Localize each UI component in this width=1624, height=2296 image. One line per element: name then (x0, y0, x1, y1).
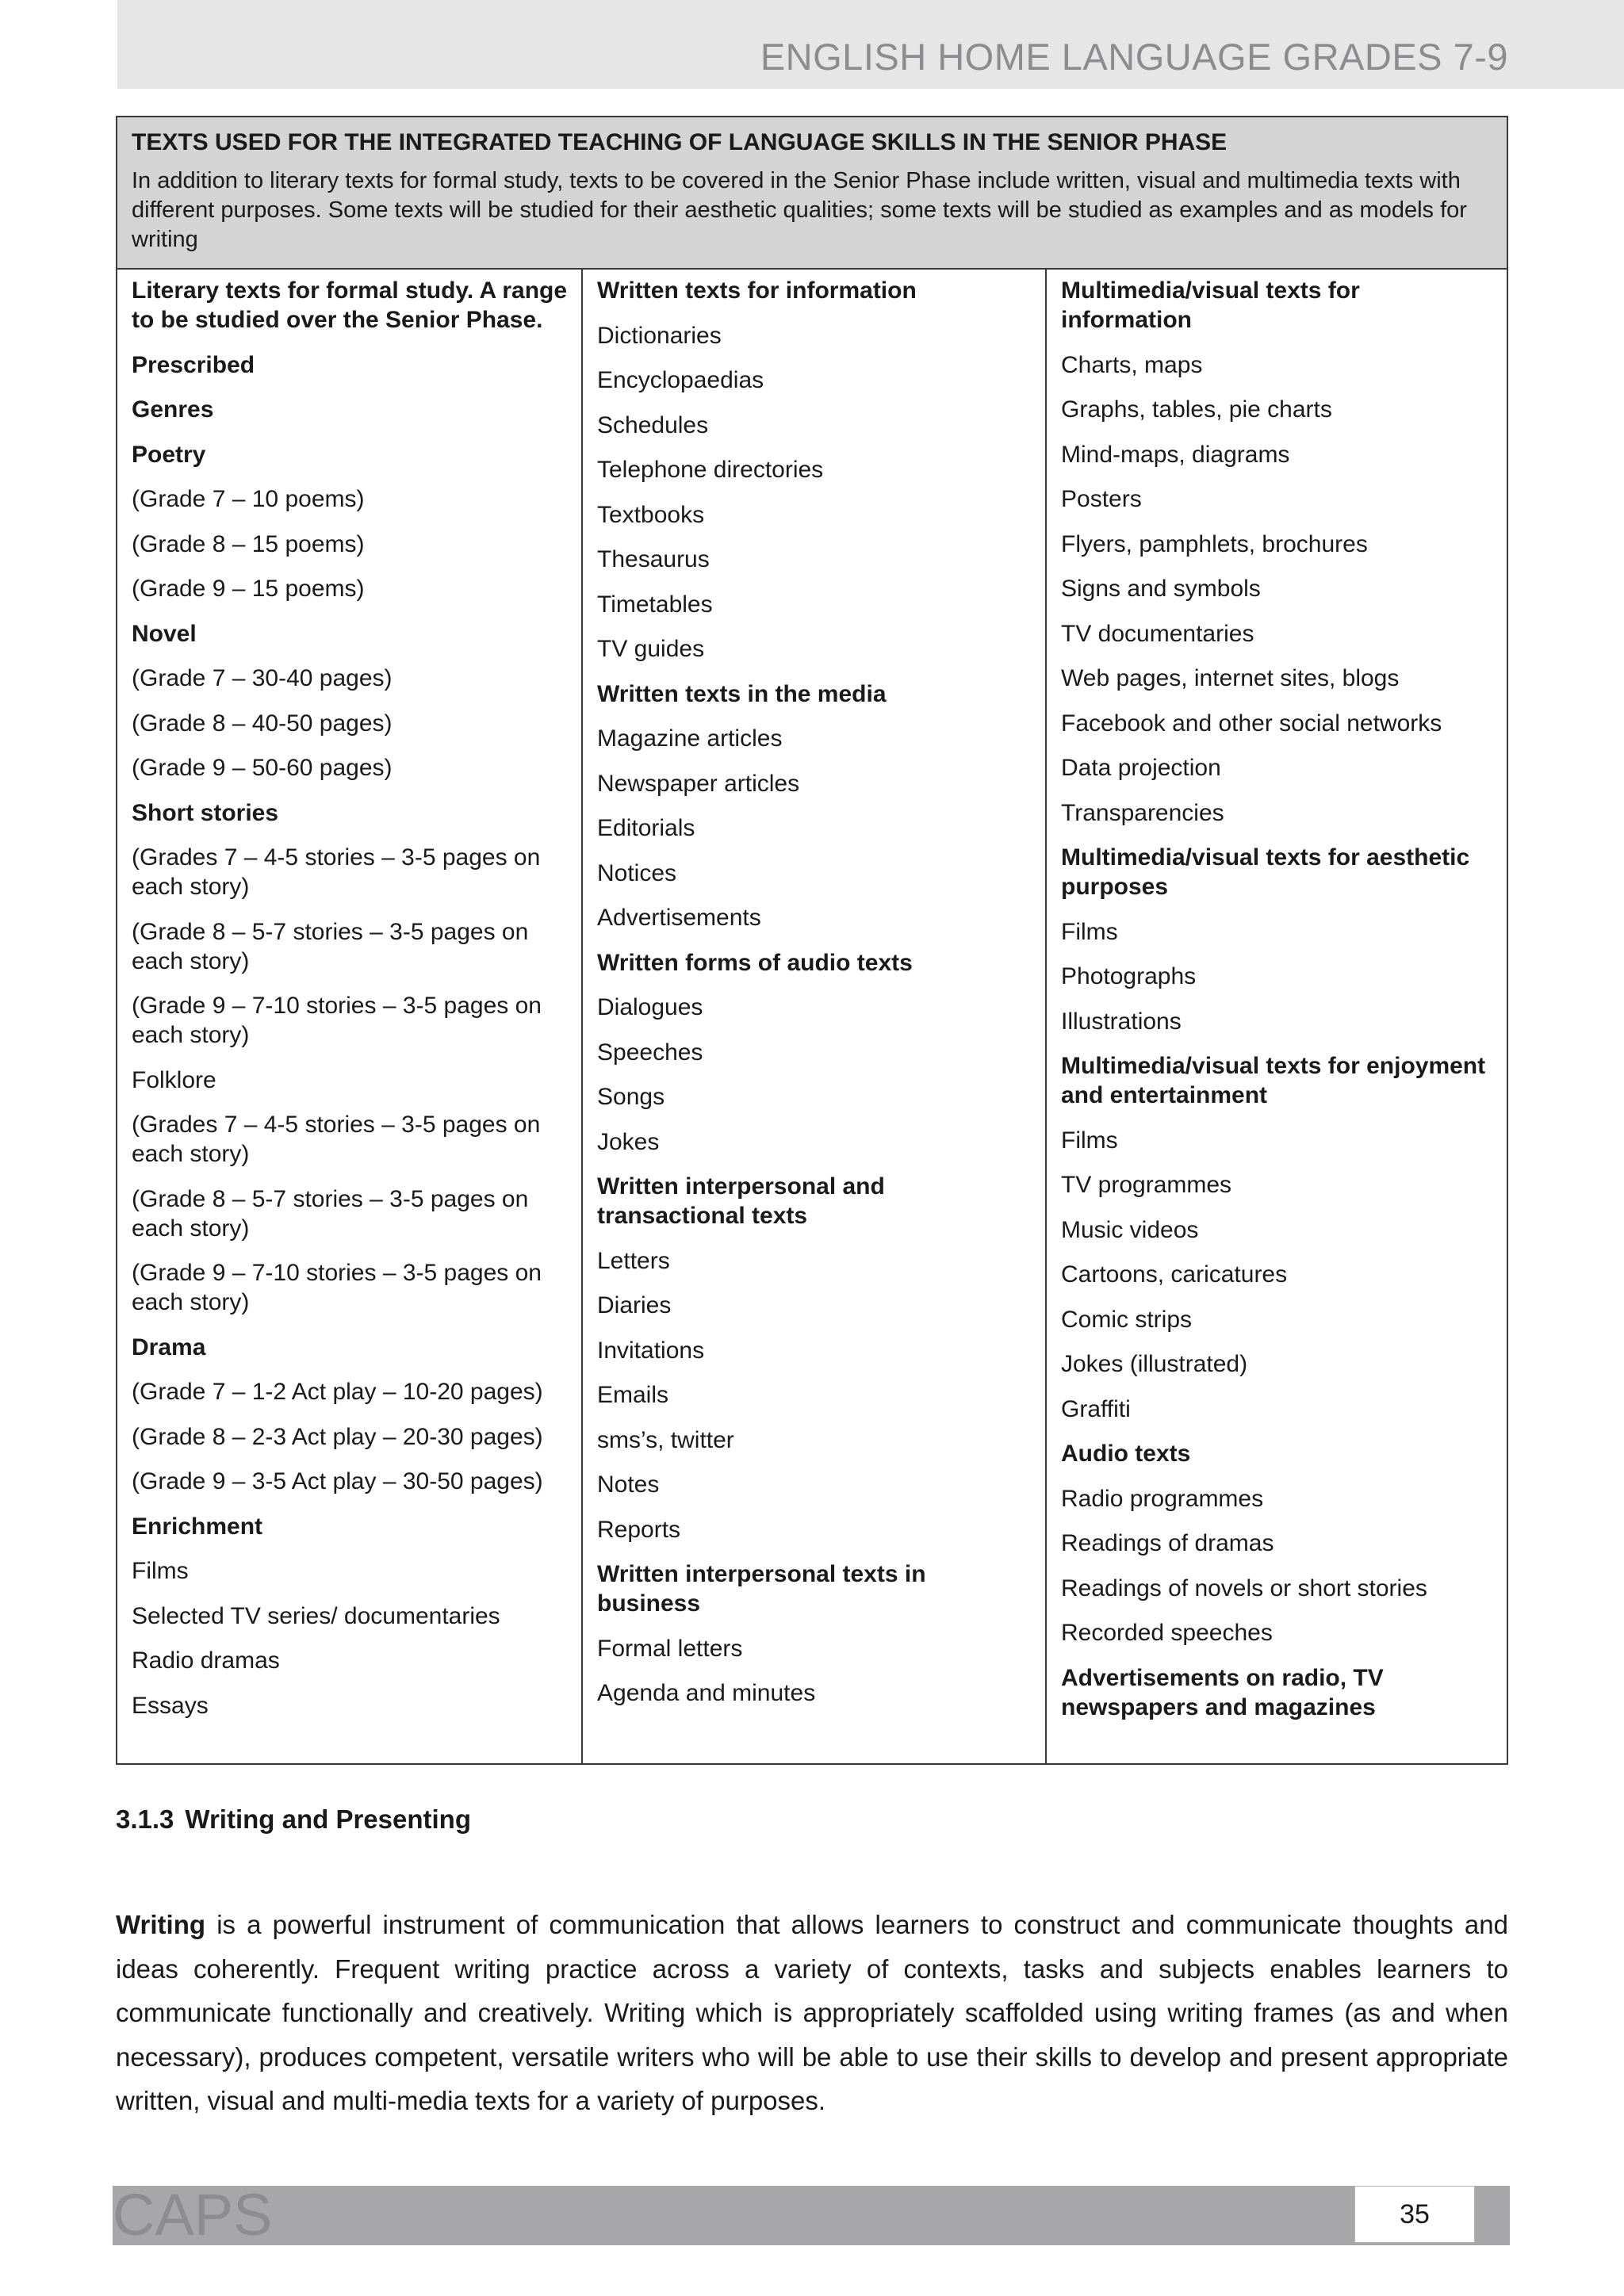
table-subheading: Multimedia/visual texts for aesthetic purposes (1061, 844, 1470, 900)
paragraph-body: is a powerful instrument of communication that allows learners to construct and communicate thoughts and ideas coherently. Frequent writing practice across a variety of contexts, tasks and subjects enables learners to communicate functionally and creatively. Writing which is appropriately scaffolded using writing frames (as and when necessary), produces competent, versatile writers who will be able to use their skills to develop and present appropriate written, visual and multi-media texts for a variety of purposes. (116, 1910, 1508, 2115)
table-list-item: Folklore (132, 1066, 216, 1093)
table-subheading: Short stories (132, 799, 279, 826)
footer-brand: CAPS (113, 2182, 273, 2248)
table-list-item: Thesaurus (597, 546, 710, 572)
table-subheading: Novel (132, 620, 197, 647)
table-subheading: Enrichment (132, 1513, 263, 1540)
table-list-item: Graffiti (1061, 1395, 1131, 1422)
page-number: 35 (1354, 2186, 1475, 2243)
table-list-item: (Grade 7 – 30-40 pages) (132, 665, 393, 691)
table-list-item: sms’s, twitter (597, 1426, 734, 1453)
table-list-item: Schedules (597, 411, 709, 438)
table-list-item: Dictionaries (597, 322, 722, 349)
table-subheading: Literary texts for formal study. A range to be studied over the Senior Phase. (132, 277, 568, 333)
table-list-item: Posters (1061, 486, 1142, 512)
table-list-item: Music videos (1061, 1216, 1199, 1243)
table-list-item: Textbooks (597, 501, 705, 528)
table-list-item: (Grade 9 – 7-10 stories – 3-5 pages on each story) (132, 1260, 542, 1315)
table-list-item: Films (1061, 918, 1118, 945)
table-list-item: Photographs (1061, 963, 1197, 989)
table-list-item: Agenda and minutes (597, 1680, 816, 1706)
table-body (117, 270, 1507, 1763)
table-title: TEXTS USED FOR THE INTEGRATED TEACHING OF LANGUAGE SKILLS IN THE SENIOR PHASE (132, 129, 1228, 155)
table-list-item: Radio programmes (1061, 1485, 1264, 1512)
table-subheading: Multimedia/visual texts for enjoyment and entertainment (1061, 1053, 1486, 1108)
table-list-item: Newspaper articles (597, 770, 800, 797)
section-number: 3.1.3 (116, 1804, 174, 1834)
paragraph-lead: Writing (116, 1910, 206, 1939)
table-list-item: (Grade 8 – 2-3 Act play – 20-30 pages) (132, 1423, 543, 1450)
written-texts-column (581, 270, 1045, 1763)
table-list-item: Notices (597, 859, 677, 886)
table-list-item: Readings of novels or short stories (1061, 1575, 1427, 1601)
table-subheading: Prescribed (132, 351, 255, 378)
table-list-item: Diaries (597, 1292, 672, 1318)
section-heading (116, 1804, 471, 1835)
table-list-item: TV documentaries (1061, 620, 1254, 647)
table-list-item: Radio dramas (132, 1647, 280, 1674)
table-list-item: Reports (597, 1516, 681, 1543)
table-list-item: (Grade 8 – 5-7 stories – 3-5 pages on each story) (132, 1185, 529, 1242)
table-list-item: (Grade 9 – 15 poems) (132, 576, 365, 602)
table-header (117, 117, 1507, 270)
table-list-item: Speeches (597, 1039, 703, 1066)
table-subheading: Audio texts (1061, 1441, 1191, 1467)
table-list-item: Jokes (illustrated) (1061, 1351, 1248, 1377)
table-list-item: Mind-maps, diagrams (1061, 441, 1290, 468)
table-subheading: Poetry (132, 441, 206, 468)
table-subheading: Advertisements on radio, TV newspapers and magazines (1061, 1664, 1384, 1720)
table-list-item: TV guides (597, 636, 705, 662)
table-subheading: Written texts for information (597, 277, 917, 304)
table-list-item: Timetables (597, 591, 713, 618)
table-list-item: Selected TV series/ documentaries (132, 1602, 500, 1629)
table-list-item: Telephone directories (597, 457, 824, 483)
table-list-item: Magazine articles (597, 725, 783, 752)
table-list-item: Comic strips (1061, 1306, 1193, 1333)
table-list-item: (Grades 7 – 4-5 stories – 3-5 pages on each story) (132, 1112, 541, 1167)
table-intro: In addition to literary texts for formal study, texts to be covered in the Senior Phase include written, visual and multimedia texts with different purposes. Some texts will be studied for their aesthetic qualities; some texts will be studied as examples and as models for writing (132, 168, 1467, 252)
table-list-item: Transparencies (1061, 799, 1224, 826)
table-list-item: Signs and symbols (1061, 576, 1261, 602)
table-subheading: Written interpersonal texts in business (597, 1561, 926, 1617)
literary-texts-column (117, 270, 581, 1763)
multimedia-texts-column (1045, 270, 1507, 1763)
table-list-item: (Grade 9 – 3-5 Act play – 30-50 pages) (132, 1468, 543, 1494)
table-list-item: Advertisements (597, 905, 761, 931)
table-list-item: Films (1061, 1127, 1118, 1154)
table-list-item: Cartoons, caricatures (1061, 1261, 1288, 1288)
table-list-item: Films (132, 1558, 189, 1584)
table-list-item: Web pages, internet sites, blogs (1061, 665, 1400, 691)
table-list-item: (Grade 7 – 1-2 Act play – 10-20 pages) (132, 1379, 543, 1405)
table-subheading: Written forms of audio texts (597, 949, 913, 976)
table-list-item: Encyclopaedias (597, 367, 764, 393)
table-list-item: Illustrations (1061, 1008, 1182, 1035)
table-list-item: (Grade 7 – 10 poems) (132, 486, 365, 512)
table-list-item: Letters (597, 1247, 670, 1274)
table-list-item: (Grade 9 – 50-60 pages) (132, 755, 393, 781)
footer-bar (113, 2186, 1510, 2245)
table-list-item: Editorials (597, 815, 695, 841)
table-list-item: TV programmes (1061, 1172, 1232, 1198)
section-title: Writing and Presenting (185, 1804, 471, 1834)
table-list-item: Graphs, tables, pie charts (1061, 396, 1332, 423)
texts-table (116, 116, 1508, 1765)
table-list-item: Recorded speeches (1061, 1620, 1273, 1646)
table-subheading: Written texts in the media (597, 680, 887, 707)
writing-paragraph (116, 1903, 1508, 2123)
table-list-item: Flyers, pamphlets, brochures (1061, 530, 1368, 557)
table-list-item: Dialogues (597, 994, 703, 1020)
table-list-item: Songs (597, 1084, 665, 1110)
table-list-item: Jokes (597, 1128, 660, 1155)
table-list-item: (Grade 8 – 5-7 stories – 3-5 pages on each story) (132, 918, 529, 974)
table-list-item: Charts, maps (1061, 351, 1203, 378)
table-list-item: Facebook and other social networks (1061, 710, 1442, 737)
table-list-item: (Grade 8 – 40-50 pages) (132, 710, 393, 737)
table-subheading: Multimedia/visual texts for information (1061, 277, 1360, 333)
table-subheading: Written interpersonal and transactional texts (597, 1173, 885, 1229)
table-list-item: Readings of dramas (1061, 1530, 1274, 1556)
page-header-title: ENGLISH HOME LANGUAGE GRADES 7-9 (760, 36, 1508, 78)
table-list-item: Formal letters (597, 1635, 743, 1662)
table-list-item: Invitations (597, 1337, 705, 1364)
table-list-item: (Grade 8 – 15 poems) (132, 530, 365, 557)
table-subheading: Genres (132, 396, 214, 423)
table-list-item: Essays (132, 1692, 209, 1719)
table-list-item: Emails (597, 1382, 669, 1408)
table-list-item: Data projection (1061, 755, 1221, 781)
table-list-item: (Grade 9 – 7-10 stories – 3-5 pages on each story) (132, 993, 542, 1048)
table-list-item: (Grades 7 – 4-5 stories – 3-5 pages on each story) (132, 844, 541, 900)
table-subheading: Drama (132, 1334, 206, 1360)
table-list-item: Notes (597, 1471, 660, 1498)
